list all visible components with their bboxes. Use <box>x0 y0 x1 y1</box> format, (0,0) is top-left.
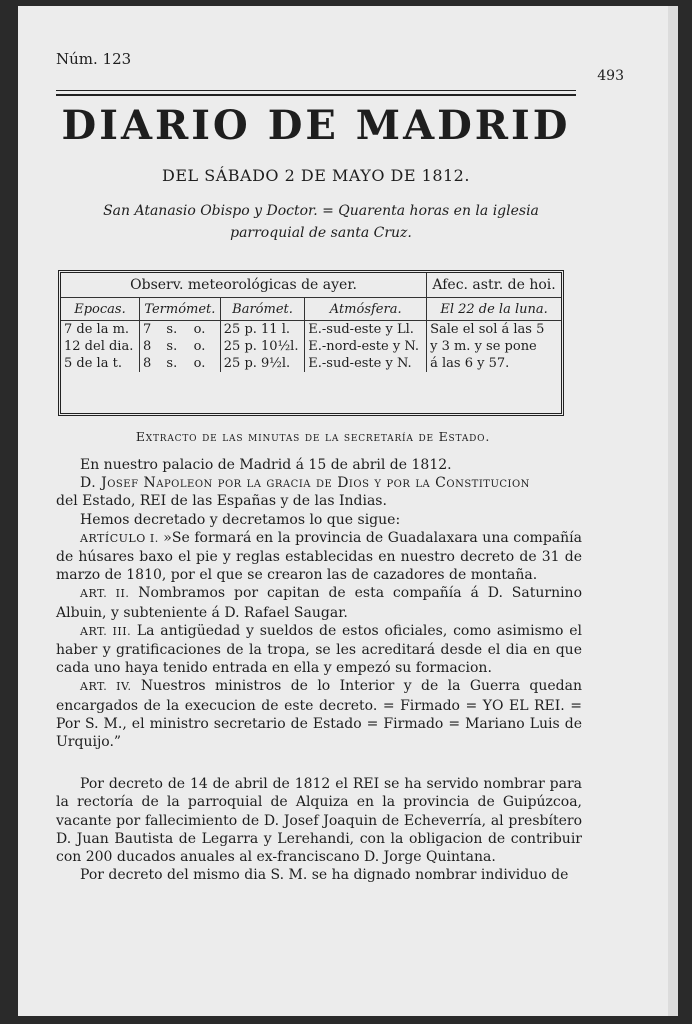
weather-table <box>61 273 561 372</box>
article-1-label: ARTÍCULO I. <box>80 531 159 545</box>
article-4-label: ART. IV. <box>80 680 132 694</box>
issue-number: Núm. 123 <box>56 50 132 68</box>
article-body <box>56 456 582 884</box>
col-epocas: Epocas. <box>61 298 139 321</box>
cell-epoca: 12 del dia. <box>64 339 134 354</box>
cell-temp: 7 <box>139 321 163 339</box>
table-row <box>61 321 561 339</box>
header-rule-thick <box>56 94 576 96</box>
col-barometro: Barómet. <box>220 298 305 321</box>
decree-king-title: D. Josef Napoleon por la gracia de Dios y por la Constitucion <box>80 475 530 492</box>
cell-cero: o. <box>193 339 206 354</box>
cell-epoca: 5 de la t. <box>64 356 122 371</box>
cell-astro: y 3 m. y se pone <box>427 338 561 355</box>
saints-line-2: parroquial de santa Cruz. <box>230 225 412 241</box>
cell-astro: Sale el sol á las 5 <box>427 321 561 339</box>
article-4-text: Nuestros ministros de lo Interior y de la Guerra quedan encargados de la execucion de este decreto. = Firmado = YO EL REI. = Por S. M., el ministro secretario de Estado = Firmado = Mariano Luis de Urquijo.” <box>56 678 583 751</box>
paragraph-next: Por decreto del mismo dia S. M. se ha dignado nombrar individuo de <box>80 867 569 884</box>
col-luna: El 22 de la luna. <box>427 298 561 321</box>
cell-baro: 25 p. 10½l. <box>220 338 305 355</box>
page-edge <box>668 6 678 1016</box>
dateline: DEL SÁBADO 2 DE MAYO DE 1812. <box>162 166 470 185</box>
newspaper-page <box>18 6 678 1016</box>
article-3-text: La antigüedad y sueldos de estos oficiales, como asimismo el haber y gratificaciones de la tropa, se les acreditará desde el dia en que cada uno haya tenido entrada en ella y empezó su formacion. <box>56 622 582 677</box>
cell-grad: s. <box>166 322 178 337</box>
section-title: Extracto de las minutas de la secretaría de Estado. <box>135 429 491 444</box>
weather-table-box <box>58 270 564 416</box>
table-row <box>61 355 561 372</box>
weather-title: Observ. meteorológicas de ayer. <box>130 277 357 293</box>
cell-astro: á las 6 y 57. <box>427 355 561 372</box>
article-3-label: ART. III. <box>80 624 132 638</box>
saints-line-1: San Atanasio Obispo y Doctor. = Quarenta horas en la iglesia <box>103 203 539 219</box>
article-2-text: Nombramos por capitan de esta compañía á D. Saturnino Albuin, y subteniente á D. Rafael Saugar. <box>56 585 583 621</box>
cell-temp: 8 <box>139 338 163 355</box>
article-1 <box>56 529 582 585</box>
cell-grad: s. <box>166 356 178 371</box>
decree-king-line2: del Estado, REI de las Españas y de las Indias. <box>56 493 387 510</box>
cell-atmos: E.-sud-este y Ll. <box>305 321 427 339</box>
decree-intro: Hemos decretado y decretamos lo que sigue: <box>80 511 401 528</box>
table-row <box>61 338 561 355</box>
cell-baro: 25 p. 9½l. <box>220 355 305 372</box>
cell-cero: o. <box>193 322 206 337</box>
cell-atmos: E.-sud-este y N. <box>305 355 427 372</box>
cell-atmos: E.-nord-este y N. <box>305 338 427 355</box>
paragraph-rectory: Por decreto de 14 de abril de 1812 el REI se ha servido nombrar para la rectoría de la parroquial de Alquiza en la provincia de Guipúzcoa, vacante por fallecimiento de D. Josef Joaquin de Echeverría, al presbítero D. Juan Bautista de Legarra y Lerehandi, con la obligacion de contribuir con 200 ducados anuales al ex-franciscano D. Jorge Quintana. <box>56 776 582 866</box>
col-termometro: Termómet. <box>139 298 220 321</box>
article-2-label: ART. II. <box>80 587 130 601</box>
paragraph-gap <box>56 751 582 775</box>
astro-title: Afec. astr. de hoi. <box>427 273 561 298</box>
article-1-text: »Se formará en la provincia de Guadalaxara una compañía de húsares baxo el pie y reglas establecidas en nuestro decreto de 31 de marzo de 1810, por el que se crearon las de cazadores de montaña. <box>56 529 582 584</box>
article-4 <box>56 677 582 751</box>
article-3 <box>56 622 582 678</box>
cell-baro: 25 p. 11 l. <box>220 321 305 339</box>
cell-epoca: 7 de la m. <box>64 322 130 337</box>
header-rule <box>56 90 576 91</box>
decree-king <box>56 474 582 492</box>
cell-grad: s. <box>166 339 178 354</box>
saints-of-day <box>76 200 566 244</box>
cell-temp: 8 <box>139 355 163 372</box>
decree-date: En nuestro palacio de Madrid á 15 de abril de 1812. <box>80 457 452 473</box>
cell-cero: o. <box>193 356 206 371</box>
page-number: 493 <box>597 68 624 84</box>
col-atmosfera: Atmósfera. <box>305 298 427 321</box>
article-2 <box>56 584 582 621</box>
masthead-title: DIARIO DE MADRID <box>61 102 571 149</box>
